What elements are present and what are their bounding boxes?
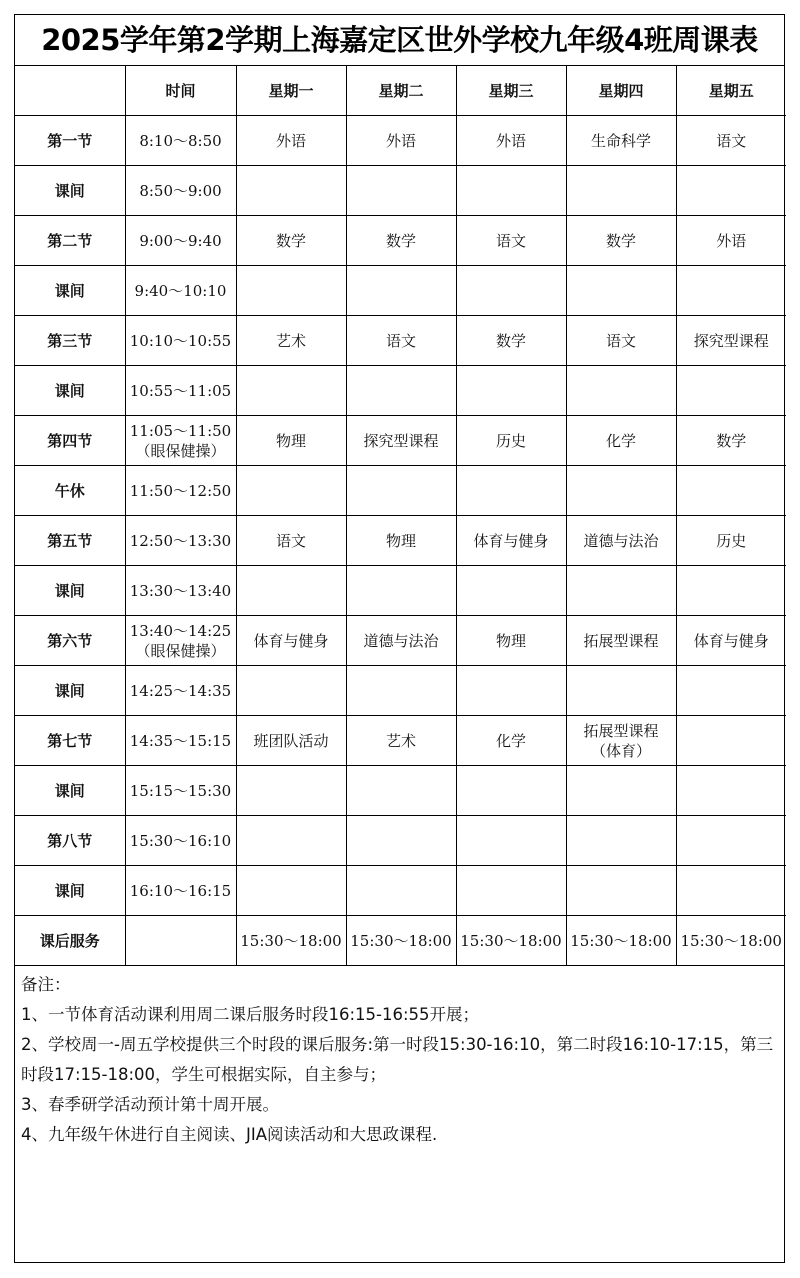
subject-cell xyxy=(346,266,456,316)
header-time: 时间 xyxy=(125,66,236,116)
table-row xyxy=(15,866,786,916)
subject-cell xyxy=(566,366,676,416)
timetable xyxy=(15,66,786,965)
time-text: 15:15～15:30 xyxy=(129,781,232,800)
table-row xyxy=(15,666,786,716)
time-text: 8:50～9:00 xyxy=(139,181,222,200)
subject-cell xyxy=(236,466,346,516)
subject-text: 历史 xyxy=(716,531,747,550)
subject-text: 历史 xyxy=(495,431,526,450)
subject-cell xyxy=(236,816,346,866)
subject-cell xyxy=(566,866,676,916)
time-cell xyxy=(125,166,236,216)
subject-text: 物理 xyxy=(275,431,306,450)
subject-text: 语文 xyxy=(385,331,416,350)
subject-cell xyxy=(456,916,566,966)
note-item-3: 3、春季研学活动预计第十周开展。 xyxy=(21,1095,279,1114)
subject-cell xyxy=(346,916,456,966)
subject-text: 数学 xyxy=(716,431,747,450)
subject-cell xyxy=(676,766,786,816)
time-cell xyxy=(125,916,236,966)
subject-cell xyxy=(236,566,346,616)
table-row xyxy=(15,716,786,766)
subject-text: 化学 xyxy=(605,431,636,450)
table-row xyxy=(15,366,786,416)
time-cell xyxy=(125,816,236,866)
subject-cell xyxy=(456,616,566,666)
period-label: 第五节 xyxy=(15,516,125,566)
subject-cell xyxy=(456,416,566,466)
subject-cell xyxy=(676,716,786,766)
subject-cell xyxy=(236,316,346,366)
subject-text: 班团队活动 xyxy=(253,731,329,750)
subject-text: 外语 xyxy=(495,131,526,150)
subject-cell xyxy=(456,716,566,766)
period-label: 第七节 xyxy=(15,716,125,766)
subject-text: 数学 xyxy=(605,231,636,250)
time-cell xyxy=(125,116,236,166)
subject-cell xyxy=(566,666,676,716)
subject-cell xyxy=(676,666,786,716)
subject-cell xyxy=(566,466,676,516)
time-cell xyxy=(125,866,236,916)
subject-cell xyxy=(236,116,346,166)
subject-text: 语文 xyxy=(716,131,747,150)
subject-cell xyxy=(346,416,456,466)
subject-cell xyxy=(236,366,346,416)
subject-cell xyxy=(346,116,456,166)
table-row xyxy=(15,566,786,616)
subject-cell xyxy=(346,466,456,516)
subject-cell xyxy=(456,766,566,816)
header-day-wed: 星期三 xyxy=(456,66,566,116)
subject-cell xyxy=(566,516,676,566)
time-cell xyxy=(125,616,236,666)
time-cell xyxy=(125,216,236,266)
table-row xyxy=(15,916,786,966)
time-cell xyxy=(125,766,236,816)
subject-text: 拓展型课程 xyxy=(583,631,659,650)
subject-text: 15:30～18:00 xyxy=(570,931,672,950)
subject-cell xyxy=(346,166,456,216)
period-label: 课后服务 xyxy=(15,916,125,966)
time-text: 16:10～16:15 xyxy=(129,881,232,900)
subject-cell xyxy=(676,266,786,316)
subject-cell xyxy=(566,816,676,866)
time-text: 13:30～13:40 xyxy=(129,581,232,600)
subject-text: 语文 xyxy=(495,231,526,250)
header-corner xyxy=(15,66,125,116)
subject-text: 道德与法治 xyxy=(363,631,439,650)
subject-cell xyxy=(456,466,566,516)
time-cell xyxy=(125,266,236,316)
subject-cell xyxy=(676,916,786,966)
note-item-4: 4、九年级午休进行自主阅读、JIA阅读活动和大思政课程. xyxy=(21,1125,438,1144)
header-day-mon: 星期一 xyxy=(236,66,346,116)
subject-cell xyxy=(566,316,676,366)
subject-text: 外语 xyxy=(716,231,747,250)
header-day-tue: 星期二 xyxy=(346,66,456,116)
time-cell xyxy=(125,366,236,416)
period-label: 午休 xyxy=(15,466,125,516)
subject-cell xyxy=(236,766,346,816)
period-label: 课间 xyxy=(15,366,125,416)
header-row xyxy=(15,66,786,116)
subject-text: 外语 xyxy=(385,131,416,150)
subject-cell xyxy=(456,366,566,416)
subject-cell xyxy=(676,516,786,566)
header-day-fri: 星期五 xyxy=(676,66,786,116)
period-label: 第六节 xyxy=(15,616,125,666)
page-title: 2025学年第2学期上海嘉定区世外学校九年级4班周课表 xyxy=(15,15,784,66)
subject-cell xyxy=(236,216,346,266)
subject-cell xyxy=(346,216,456,266)
subject-cell xyxy=(346,716,456,766)
period-label: 课间 xyxy=(15,866,125,916)
subject-cell xyxy=(236,266,346,316)
subject-cell xyxy=(676,316,786,366)
time-text: 11:05～11:50 xyxy=(129,421,232,440)
time-text: 12:50～13:30 xyxy=(129,531,232,550)
note-item-1: 1、一节体育活动课利用周二课后服务时段16:15-16:55开展； xyxy=(21,1005,480,1024)
header-day-thu: 星期四 xyxy=(566,66,676,116)
time-cell xyxy=(125,466,236,516)
time-cell xyxy=(125,666,236,716)
subject-text: 15:30～18:00 xyxy=(460,931,562,950)
subject-cell xyxy=(346,366,456,416)
subject-cell xyxy=(236,166,346,216)
subject-cell xyxy=(236,866,346,916)
subject-cell xyxy=(456,116,566,166)
subject-cell xyxy=(236,416,346,466)
subject-cell xyxy=(456,316,566,366)
table-row xyxy=(15,466,786,516)
subject-cell xyxy=(456,216,566,266)
time-text: 9:00～9:40 xyxy=(139,231,222,250)
period-label: 第四节 xyxy=(15,416,125,466)
timetable-sheet xyxy=(14,14,785,1263)
time-text: 13:40～14:25 xyxy=(129,621,232,640)
subject-cell xyxy=(346,616,456,666)
subject-text: 体育与健身 xyxy=(473,531,549,550)
subject-text: 语文 xyxy=(605,331,636,350)
period-label: 课间 xyxy=(15,266,125,316)
subject-cell xyxy=(676,616,786,666)
period-label: 第八节 xyxy=(15,816,125,866)
subject-text: 艺术 xyxy=(275,331,306,350)
subject-cell xyxy=(566,616,676,666)
subject-text: 探究型课程 xyxy=(363,431,439,450)
time-text: 15:30～16:10 xyxy=(129,831,232,850)
subject-text: 数学 xyxy=(275,231,306,250)
subject-text: 数学 xyxy=(495,331,526,350)
subject-cell xyxy=(346,316,456,366)
subject-cell xyxy=(456,516,566,566)
time-cell xyxy=(125,316,236,366)
subject-text: 艺术 xyxy=(385,731,416,750)
subject-cell xyxy=(346,816,456,866)
period-label: 课间 xyxy=(15,666,125,716)
timetable-body xyxy=(15,66,786,965)
subject-text: 道德与法治 xyxy=(583,531,659,550)
time-text: 8:10～8:50 xyxy=(139,131,222,150)
time-text: 10:10～10:55 xyxy=(129,331,232,350)
subject-cell xyxy=(676,366,786,416)
subject-text: 拓展型课程 xyxy=(583,721,659,740)
time-text: 14:25～14:35 xyxy=(129,681,232,700)
subject-cell xyxy=(566,766,676,816)
subject-cell xyxy=(566,916,676,966)
subject-cell xyxy=(346,866,456,916)
time-text: 9:40～10:10 xyxy=(134,281,227,300)
subject-cell xyxy=(346,666,456,716)
period-label: 课间 xyxy=(15,166,125,216)
note-item-2: 2、学校周一-周五学校提供三个时段的课后服务:第一时段15:30-16:10，第二时段16:10-17:15，第三时段17:15-18:00，学生可根据实际，自主参与； xyxy=(21,1035,774,1084)
time-text: 14:35～15:15 xyxy=(129,731,232,750)
time-cell xyxy=(125,716,236,766)
subject-text: 物理 xyxy=(495,631,526,650)
subject-text: 15:30～18:00 xyxy=(680,931,782,950)
time-text: 11:50～12:50 xyxy=(129,481,232,500)
notes-section xyxy=(15,965,784,1150)
time-cell xyxy=(125,416,236,466)
subject-text: 体育与健身 xyxy=(693,631,769,650)
notes-heading: 备注： xyxy=(21,975,71,994)
subject-cell xyxy=(676,566,786,616)
subject-cell xyxy=(456,566,566,616)
subject-cell xyxy=(236,716,346,766)
table-row xyxy=(15,116,786,166)
time-text: （眼保健操） xyxy=(135,441,226,460)
subject-text: （体育） xyxy=(590,741,651,760)
subject-cell xyxy=(566,216,676,266)
subject-cell xyxy=(236,516,346,566)
subject-cell xyxy=(236,916,346,966)
time-text: （眼保健操） xyxy=(135,641,226,660)
subject-cell xyxy=(236,666,346,716)
subject-cell xyxy=(456,266,566,316)
subject-cell xyxy=(456,166,566,216)
subject-text: 15:30～18:00 xyxy=(240,931,342,950)
subject-text: 物理 xyxy=(385,531,416,550)
subject-cell xyxy=(566,716,676,766)
subject-text: 外语 xyxy=(275,131,306,150)
table-row xyxy=(15,316,786,366)
subject-cell xyxy=(566,266,676,316)
time-cell xyxy=(125,566,236,616)
subject-cell xyxy=(566,416,676,466)
period-label: 课间 xyxy=(15,766,125,816)
subject-cell xyxy=(676,166,786,216)
subject-text: 化学 xyxy=(495,731,526,750)
subject-cell xyxy=(346,516,456,566)
subject-cell xyxy=(346,566,456,616)
period-label: 第二节 xyxy=(15,216,125,266)
subject-cell xyxy=(676,466,786,516)
subject-cell xyxy=(566,166,676,216)
period-label: 第三节 xyxy=(15,316,125,366)
table-row xyxy=(15,216,786,266)
subject-text: 数学 xyxy=(385,231,416,250)
subject-cell xyxy=(236,616,346,666)
period-label: 第一节 xyxy=(15,116,125,166)
subject-cell xyxy=(346,766,456,816)
subject-text: 语文 xyxy=(275,531,306,550)
table-row xyxy=(15,416,786,466)
subject-cell xyxy=(676,816,786,866)
time-cell xyxy=(125,516,236,566)
subject-cell xyxy=(456,866,566,916)
time-text: 10:55～11:05 xyxy=(129,381,232,400)
subject-cell xyxy=(676,216,786,266)
subject-text: 15:30～18:00 xyxy=(350,931,452,950)
subject-cell xyxy=(566,116,676,166)
table-row xyxy=(15,266,786,316)
table-row xyxy=(15,766,786,816)
table-row xyxy=(15,166,786,216)
subject-cell xyxy=(566,566,676,616)
subject-text: 生命科学 xyxy=(590,131,651,150)
subject-cell xyxy=(676,116,786,166)
subject-cell xyxy=(676,416,786,466)
subject-cell xyxy=(456,666,566,716)
subject-cell xyxy=(676,866,786,916)
subject-text: 体育与健身 xyxy=(253,631,329,650)
period-label: 课间 xyxy=(15,566,125,616)
table-row xyxy=(15,516,786,566)
table-row xyxy=(15,616,786,666)
subject-cell xyxy=(456,816,566,866)
table-row xyxy=(15,816,786,866)
subject-text: 探究型课程 xyxy=(693,331,769,350)
